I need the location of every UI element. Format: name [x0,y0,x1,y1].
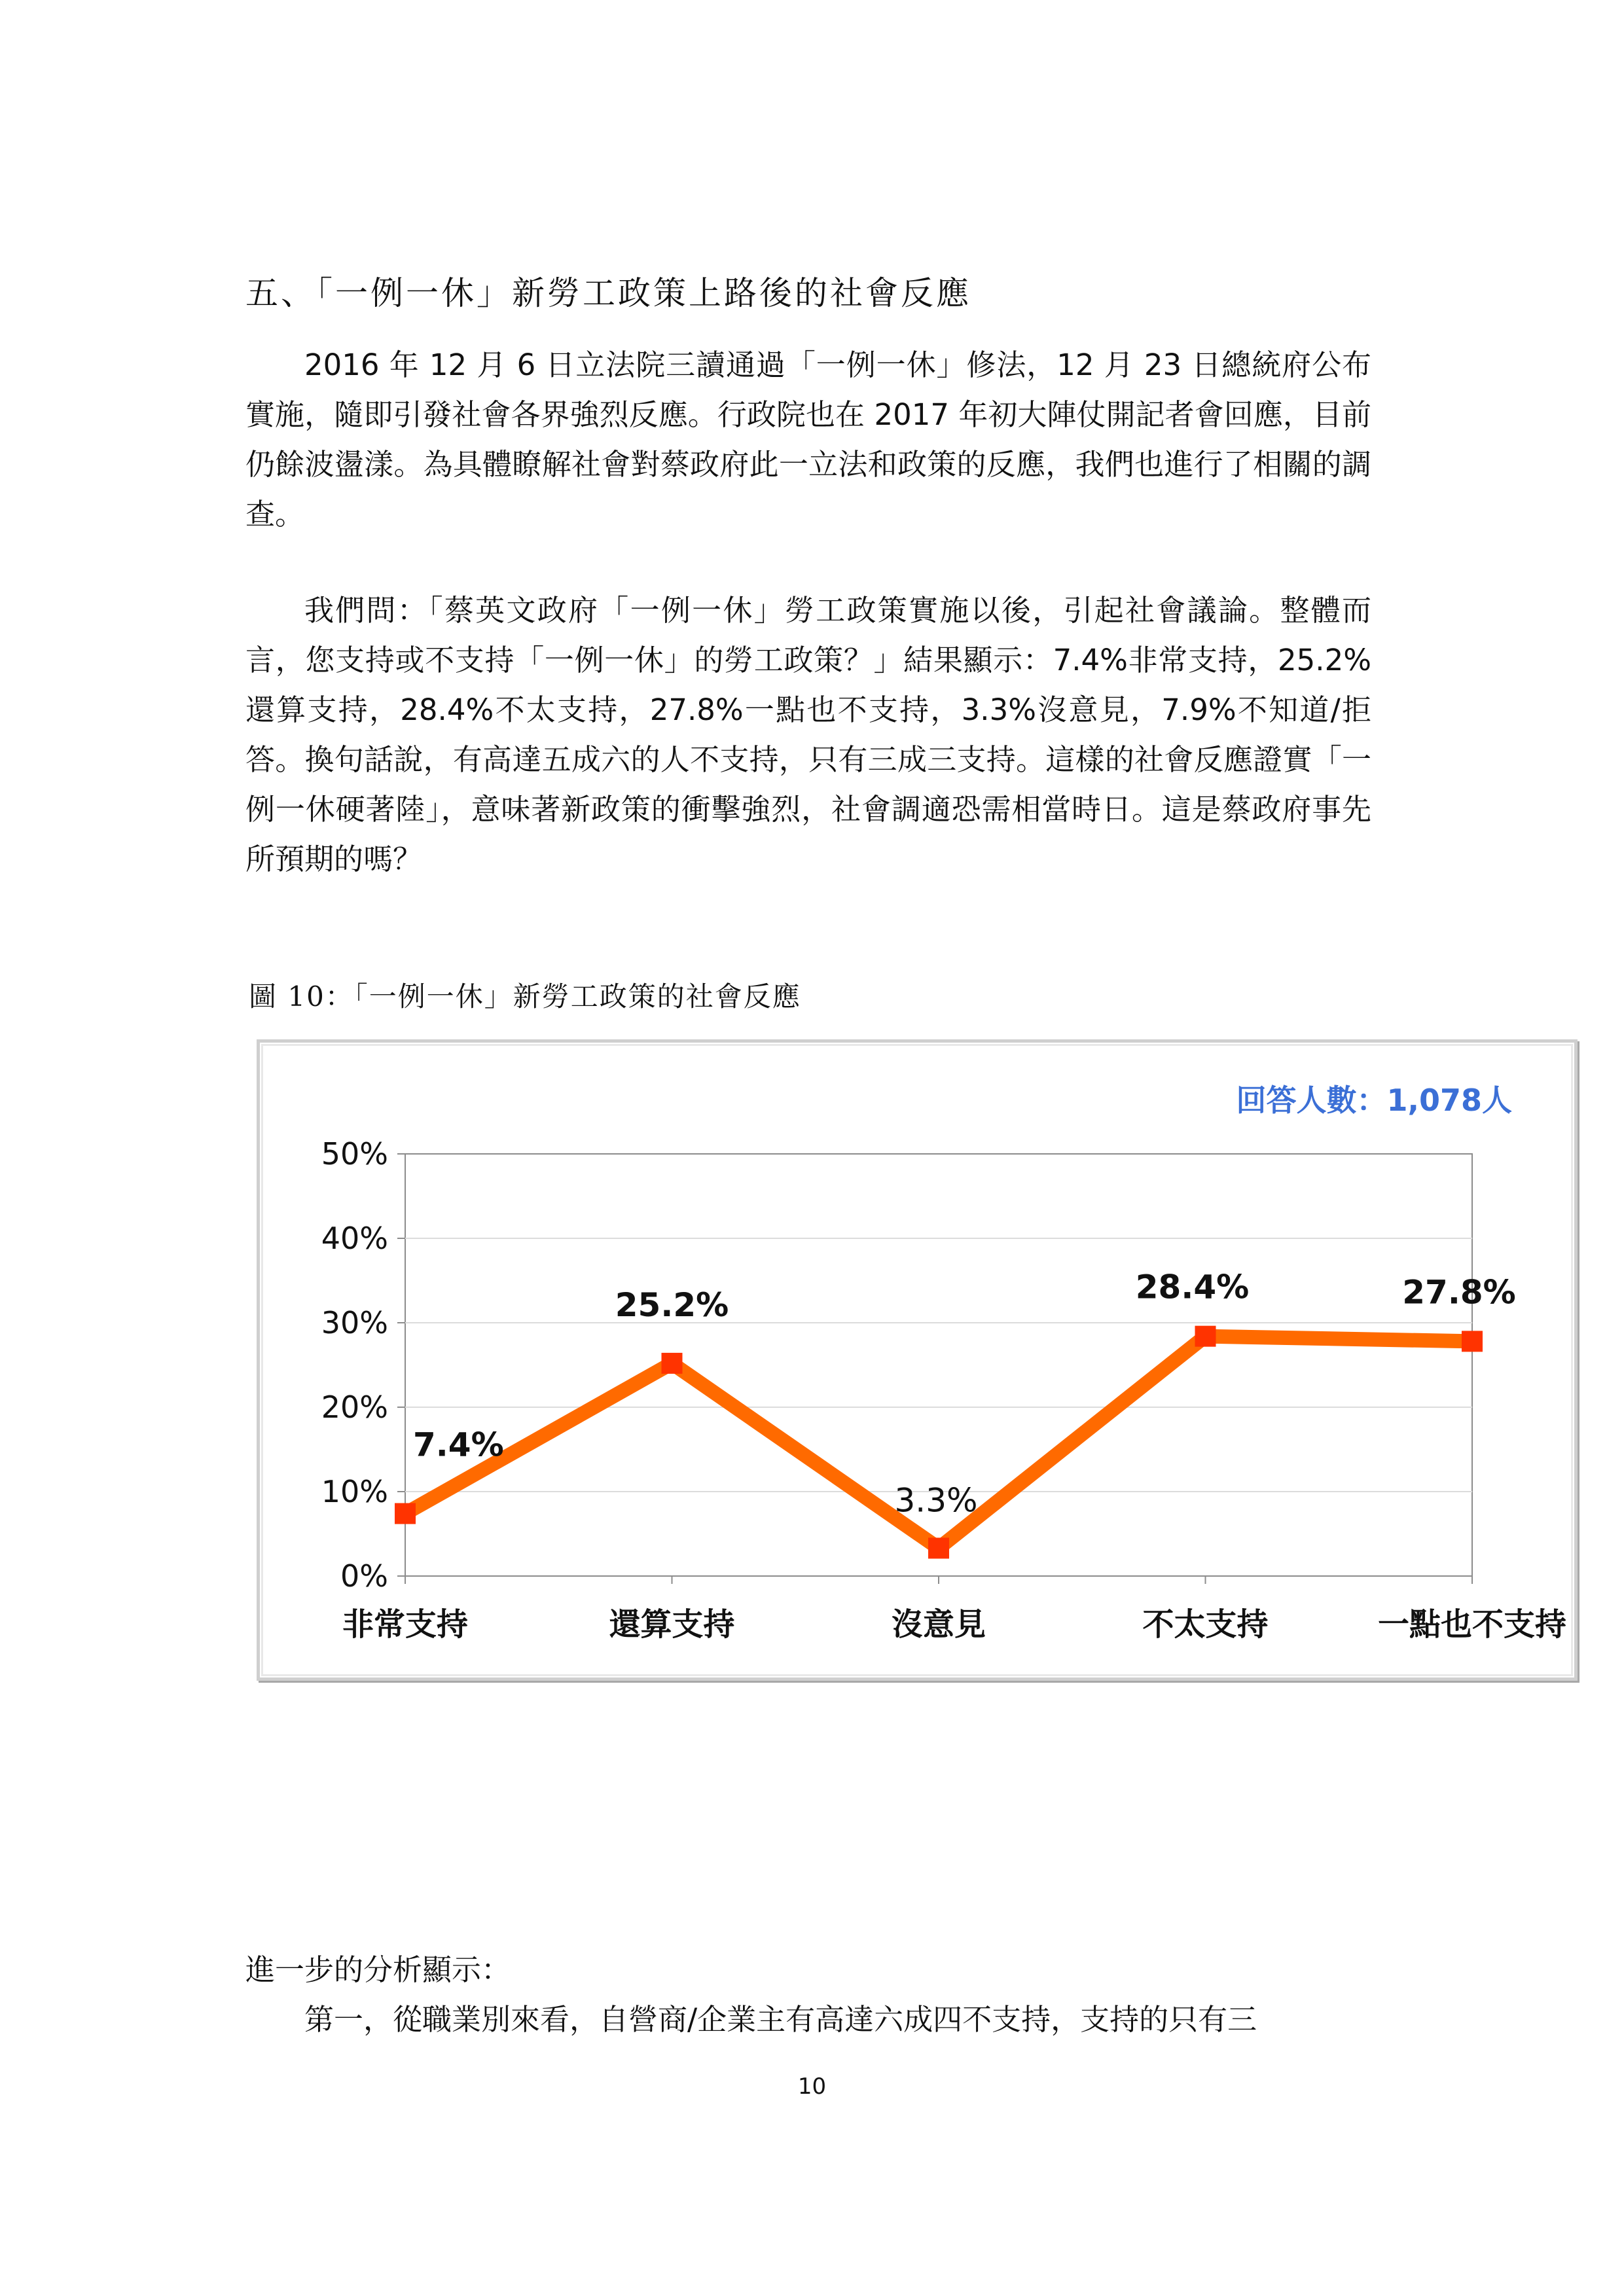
chart-frame [257,1039,1578,1681]
y-tick-label: 20% [321,1390,388,1425]
data-point [1195,1326,1216,1347]
data-label: 28.4% [1135,1268,1250,1306]
y-tick-label: 30% [321,1305,388,1340]
y-tick-label: 40% [321,1221,388,1256]
y-tick-label: 10% [321,1474,388,1509]
data-point [1462,1331,1483,1352]
data-point [928,1537,949,1558]
y-tick-label: 50% [321,1136,388,1172]
support-line-chart [260,1043,1581,1684]
x-category-label: 還算支持 [609,1606,735,1643]
x-category-label: 沒意見 [891,1606,986,1643]
y-tick-label: 0% [340,1558,388,1594]
page-number: 10 [797,2073,827,2100]
analysis-lead: 進一步的分析顯示： [245,1952,511,1987]
x-category-label: 非常支持 [342,1606,469,1643]
figure-caption: 圖 10：「一例一休」新勞工政策的社會反應 [249,980,801,1013]
data-label: 27.8% [1402,1273,1516,1312]
intro-paragraph: 2016 年 12 月 6 日立法院三讀通過「一例一休」修法，12 月 23 日總統府公布實施，隨即引發社會各界強烈反應。行政院也在 2017 年初大陣仗開記者會回應，目前仍餘波盪漾。為具體瞭解社會對蔡政府此一立法和政策的反應，我們也進行了相關的調查。 [245,348,1371,531]
analysis-first-point: 第一，從職業別來看，自營商/企業主有高達六成四不支持，支持的只有三 [304,2002,1257,2037]
data-label: 25.2% [615,1285,729,1324]
x-axis-ticks [342,1576,1566,1643]
survey-paragraph: 我們問：「蔡英文政府「一例一休」勞工政策實施以後，引起社會議論。整體而言，您支持或不支持「一例一休」的勞工政策？」結果顯示：7.4%非常支持，25.2%還算支持，28.4%不太支持，27.8%一點也不支持，3.3%沒意見，7.9%不知道/拒答。換句話說，有高達五成六的人不支持，只有三成三支持。這樣的社會反應證實「一例一休硬著陸」，意味著新政策的衝擊強烈，社會調適恐需相當時日。這是蔡政府事先所預期的嗎？ [245,593,1371,876]
data-point [395,1503,416,1524]
data-label: 3.3% [894,1481,978,1520]
data-label: 7.4% [413,1426,504,1464]
data-point [662,1353,683,1374]
y-axis-ticks [321,1136,405,1594]
x-category-label: 不太支持 [1142,1606,1269,1643]
x-category-label: 一點也不支持 [1377,1606,1567,1643]
section-heading: 五、「一例一休」新勞工政策上路後的社會反應 [245,274,971,312]
respondent-count: 回答人數：1,078人 [1236,1083,1512,1118]
